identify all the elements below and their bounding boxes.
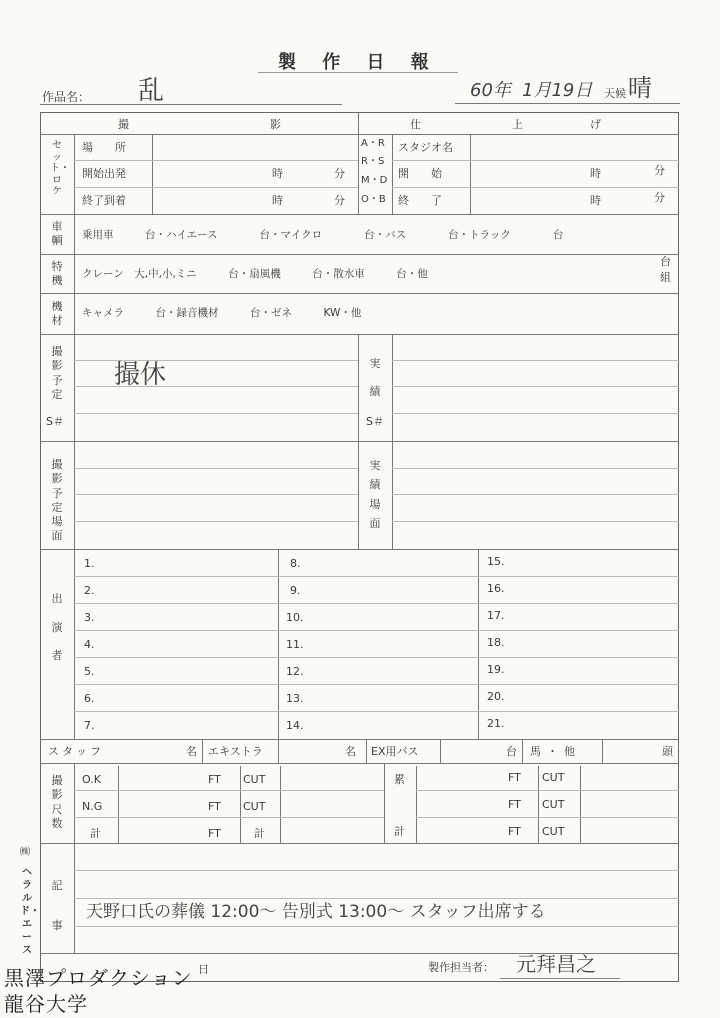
plan-s-label: S＃ bbox=[46, 415, 64, 428]
set-location-label: セット・ロケ bbox=[50, 140, 70, 197]
cast-14: 14. bbox=[286, 719, 304, 732]
cast-17: 17. bbox=[487, 609, 505, 622]
special-unit: 台 bbox=[660, 255, 671, 268]
cast-label: 出演者 bbox=[51, 592, 63, 663]
cast-13: 13. bbox=[286, 692, 304, 705]
ok-label: O.K bbox=[82, 773, 101, 786]
cast-10: 10. bbox=[286, 611, 304, 624]
cast-19: 19. bbox=[487, 663, 505, 676]
manager-value: 元拜昌之 bbox=[516, 952, 596, 976]
total-kei: 計 bbox=[254, 827, 265, 840]
bus-dai: 台 bbox=[506, 745, 517, 758]
cast-8: 8. bbox=[290, 557, 301, 570]
cum-ok-cut: CUT bbox=[542, 771, 565, 784]
studio-start-label: 開 始 bbox=[398, 167, 442, 180]
start-minute: 分 bbox=[334, 167, 345, 180]
title-underline bbox=[258, 72, 458, 73]
plan-label: 撮影予定 bbox=[51, 345, 63, 401]
cast-4: 4. bbox=[84, 638, 95, 651]
cum-total-cut: CUT bbox=[542, 825, 565, 838]
ar-label: A・R bbox=[361, 138, 385, 149]
page-title: 製 作 日 報 bbox=[278, 52, 439, 73]
cast-16: 16. bbox=[487, 582, 505, 595]
weather-value: 晴 bbox=[628, 74, 652, 102]
studio-end-hour: 時 bbox=[590, 194, 601, 207]
cast-9: 9. bbox=[290, 584, 301, 597]
end-label: 終了到着 bbox=[82, 194, 126, 207]
total-label: 計 bbox=[90, 827, 101, 840]
horse-head: 頭 bbox=[662, 745, 673, 758]
md-label: M・D bbox=[361, 175, 388, 186]
work-underline bbox=[40, 104, 342, 105]
footage-label: 撮影尺数 bbox=[51, 774, 63, 830]
cast-20: 20. bbox=[487, 690, 505, 703]
end-minute: 分 bbox=[334, 194, 345, 207]
cum-ng-ft: FT bbox=[508, 798, 521, 811]
cast-2: 2. bbox=[84, 584, 95, 597]
cumulative-label-2: 計 bbox=[394, 825, 405, 838]
plan-place-label: 撮影予定場面 bbox=[51, 458, 63, 543]
studio-name-label: スタジオ名 bbox=[398, 141, 453, 154]
cast-15: 15. bbox=[487, 555, 505, 568]
shoot-label-2: 影 bbox=[270, 118, 281, 131]
cast-3: 3. bbox=[84, 611, 95, 624]
extra-mei: 名 bbox=[345, 745, 356, 758]
notes-value: 天野口氏の葬儀 12:00〜 告別式 13:00〜 スタッフ出席する bbox=[86, 902, 546, 922]
manager-underline bbox=[500, 978, 620, 979]
cast-12: 12. bbox=[286, 665, 304, 678]
place-label: 場 所 bbox=[82, 141, 126, 154]
work-value: 乱 bbox=[138, 76, 165, 106]
cum-ok-ft: FT bbox=[508, 771, 521, 784]
cast-6: 6. bbox=[84, 692, 95, 705]
finish-label-2: 上 bbox=[512, 118, 523, 131]
date-underline bbox=[455, 103, 680, 104]
studio-end-label: 終 了 bbox=[398, 194, 442, 207]
equipment-items: キャメラ 台・録音機材 台・ゼネ KW・他 bbox=[82, 307, 362, 319]
studio-start-minute: 分 bbox=[654, 164, 665, 177]
ok-cut: CUT bbox=[243, 773, 266, 786]
studio-start-hour: 時 bbox=[590, 167, 601, 180]
work-label: 作品名： bbox=[42, 90, 91, 104]
watermark-line1: 黒澤プロダクション bbox=[4, 966, 193, 990]
cast-11: 11. bbox=[286, 638, 304, 651]
extra-label: エキストラ bbox=[208, 745, 263, 758]
company-name: ヘラルド・エース bbox=[20, 867, 40, 956]
actual-place-label: 実績場面 bbox=[369, 459, 381, 530]
ng-cut: CUT bbox=[243, 800, 266, 813]
total-ft: FT bbox=[208, 827, 221, 840]
cast-21: 21. bbox=[487, 717, 505, 730]
end-hour: 時 bbox=[272, 194, 283, 207]
date-label: 日 bbox=[198, 963, 209, 976]
form-frame bbox=[40, 112, 679, 982]
actual-label: 実績 bbox=[369, 357, 381, 398]
watermark-line2: 龍谷大学 bbox=[4, 992, 88, 1016]
ob-label: O・B bbox=[361, 194, 386, 205]
actual-s-label: S＃ bbox=[366, 415, 384, 428]
staff-label: スタッフ bbox=[48, 745, 104, 758]
finish-label: 仕 bbox=[410, 118, 421, 131]
special-label: 特機 bbox=[51, 260, 63, 288]
start-hour: 時 bbox=[272, 167, 283, 180]
ok-ft: FT bbox=[208, 773, 221, 786]
company-kabu: ㈱ bbox=[20, 847, 30, 858]
cumulative-label: 累 bbox=[394, 773, 405, 786]
plan-value: 撮休 bbox=[114, 360, 167, 390]
start-label: 開始出発 bbox=[82, 167, 126, 180]
ng-ft: FT bbox=[208, 800, 221, 813]
equipment-label: 機材 bbox=[51, 300, 63, 328]
cast-18: 18. bbox=[487, 636, 505, 649]
date-month-day: 1月19日 bbox=[522, 80, 593, 101]
horse-label: 馬・他 bbox=[530, 745, 581, 758]
ex-bus-label: EX用バス bbox=[371, 745, 419, 758]
special-group: 組 bbox=[660, 271, 671, 284]
cum-ng-cut: CUT bbox=[542, 798, 565, 811]
finish-label-3: げ bbox=[590, 118, 601, 131]
weather-label: 天候 bbox=[604, 87, 626, 100]
rs-label: R・S bbox=[361, 156, 385, 167]
date-year: 60年 bbox=[470, 80, 511, 101]
ng-label: N.G bbox=[82, 800, 103, 813]
manager-label: 製作担当者： bbox=[428, 961, 494, 974]
studio-end-minute: 分 bbox=[654, 191, 665, 204]
cast-7: 7. bbox=[84, 719, 95, 732]
cast-5: 5. bbox=[84, 665, 95, 678]
special-items: クレーン 大,中,小,ミニ 台・扇風機 台・散水車 台・他 bbox=[82, 268, 428, 280]
shoot-label: 撮 bbox=[118, 118, 129, 131]
vehicles-items: 乗用車 台・ハイエース 台・マイクロ 台・バス 台・トラック 台 bbox=[82, 229, 564, 241]
notes-label: 記事 bbox=[51, 879, 63, 932]
cum-total-ft: FT bbox=[508, 825, 521, 838]
staff-mei: 名 bbox=[186, 745, 197, 758]
cast-1: 1. bbox=[84, 557, 95, 570]
vehicles-label: 車輌 bbox=[51, 220, 63, 248]
